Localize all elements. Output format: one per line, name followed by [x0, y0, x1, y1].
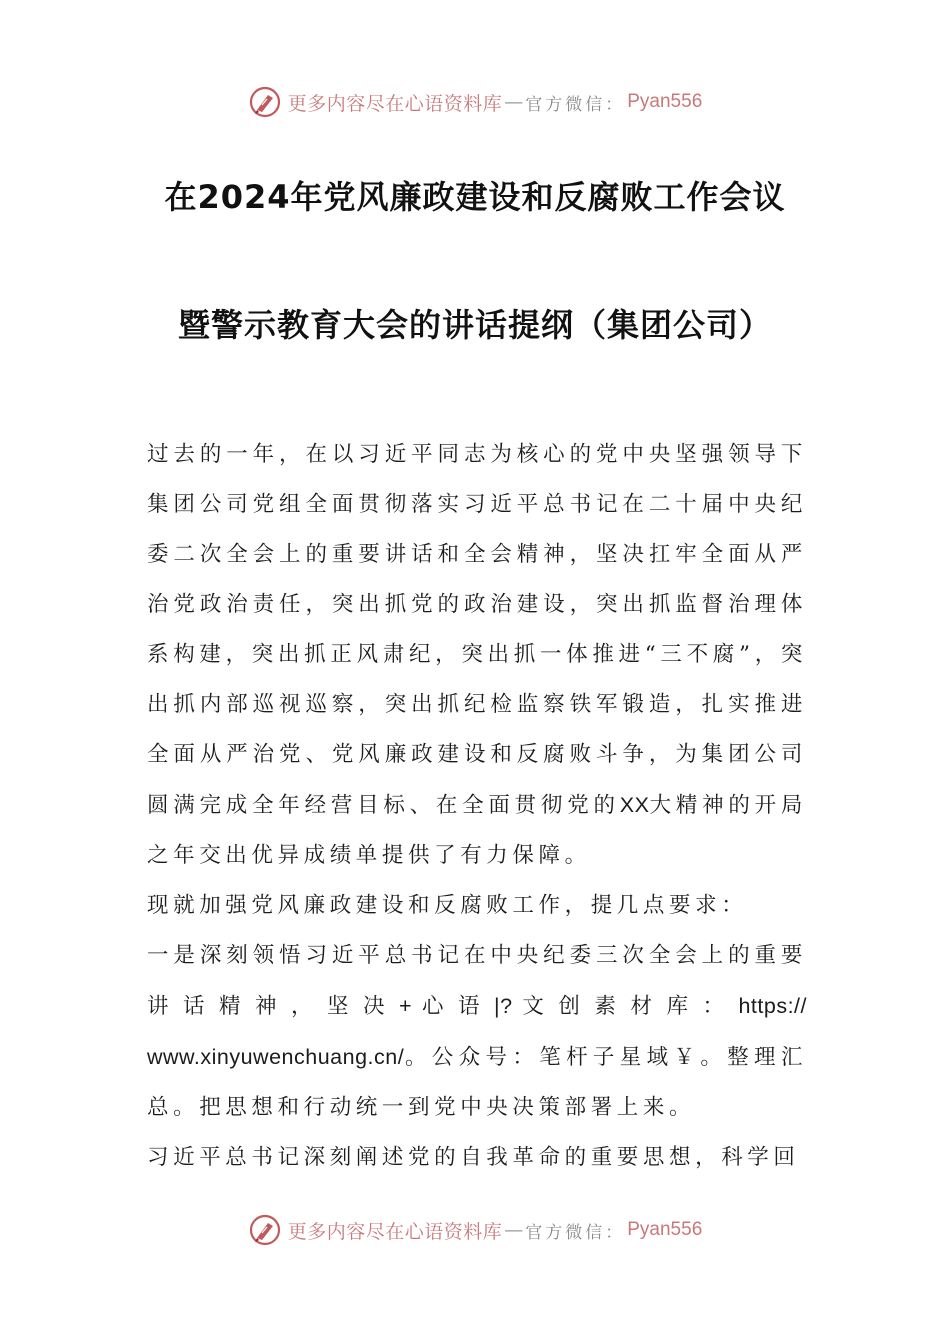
- paragraph-review-text: 过去的一年，在以习近平同志为核心的党中央坚强领导下集团公司党组全面贯彻落实习近平总书记在二十届中央纪委二次全会上的重要讲话和全会精神，坚决扛牢全面从严治党政治责任，突出抓党的政治建设，突出抓监督治理体系构建，突出抓正风肃纪，突出抓一体推进“三不腐”，突出抓内部巡视巡察，突出抓纪检监察铁军锻造，扎实推进全面从严治党、党风廉政建设和反腐败斗争，为集团公司圆满完成全年经营目标、在全面贯彻党的: [147, 442, 807, 818]
- point-one-text-a: 一是深刻领悟习近平总书记在中央纪委三次全会上的重要讲话精神，坚决: [147, 943, 807, 1019]
- point-one-text-e: 。公众号：笔杆子星域￥。整理汇总。把思想和行动统一到党中央决策部署上来。: [147, 1045, 807, 1120]
- point-one-plus: +: [399, 994, 413, 1018]
- pen-nib-logo-icon: [248, 1213, 282, 1247]
- header-watermark-banner: [0, 80, 950, 124]
- paragraph-partial: 习近平总书记深刻阐述党的自我革命的重要思想，科学回: [147, 1145, 800, 1170]
- paragraph-review-end: 大精神的开局之年交出优异成绩单提供了有力保障。: [147, 793, 807, 868]
- document-title-line-1: 在2024年党风廉政建设和反腐败工作会议: [164, 178, 786, 216]
- paragraph-review-xx: XX: [619, 793, 650, 817]
- banner-dash: —: [504, 1219, 524, 1241]
- banner-main-text: 更多内容尽在心语资料库: [287, 92, 503, 115]
- paragraph-requirements-intro: 现就加强党风廉政建设和反腐败工作，提几点要求：: [147, 893, 748, 918]
- point-one-symbol: |?: [493, 994, 513, 1018]
- banner-main-text: 更多内容尽在心语资料库: [287, 1220, 503, 1243]
- point-one-url-part-1: https://: [738, 994, 807, 1018]
- document-body: [147, 430, 807, 1183]
- banner-dash: —: [504, 91, 524, 113]
- banner-wechat-label: 官方微信：: [525, 1222, 626, 1243]
- point-one-url-part-2: www.xinyuwenchuang.cn/: [147, 1045, 405, 1069]
- paragraph-point-one: [147, 931, 807, 1133]
- point-one-text-d: 文创素材库：: [512, 994, 739, 1019]
- banner-wechat-label: 官方微信：: [525, 94, 626, 115]
- banner-wechat-id: Pyan556: [627, 1219, 703, 1240]
- point-one-text-b: 心语: [412, 994, 494, 1019]
- banner-wechat-id: Pyan556: [627, 91, 703, 112]
- footer-watermark-banner: [0, 1208, 950, 1252]
- paragraph-review: [147, 430, 807, 881]
- pen-nib-logo-icon: [248, 85, 282, 119]
- document-title-line-2: 暨警示教育大会的讲话提纲（集团公司）: [177, 306, 772, 344]
